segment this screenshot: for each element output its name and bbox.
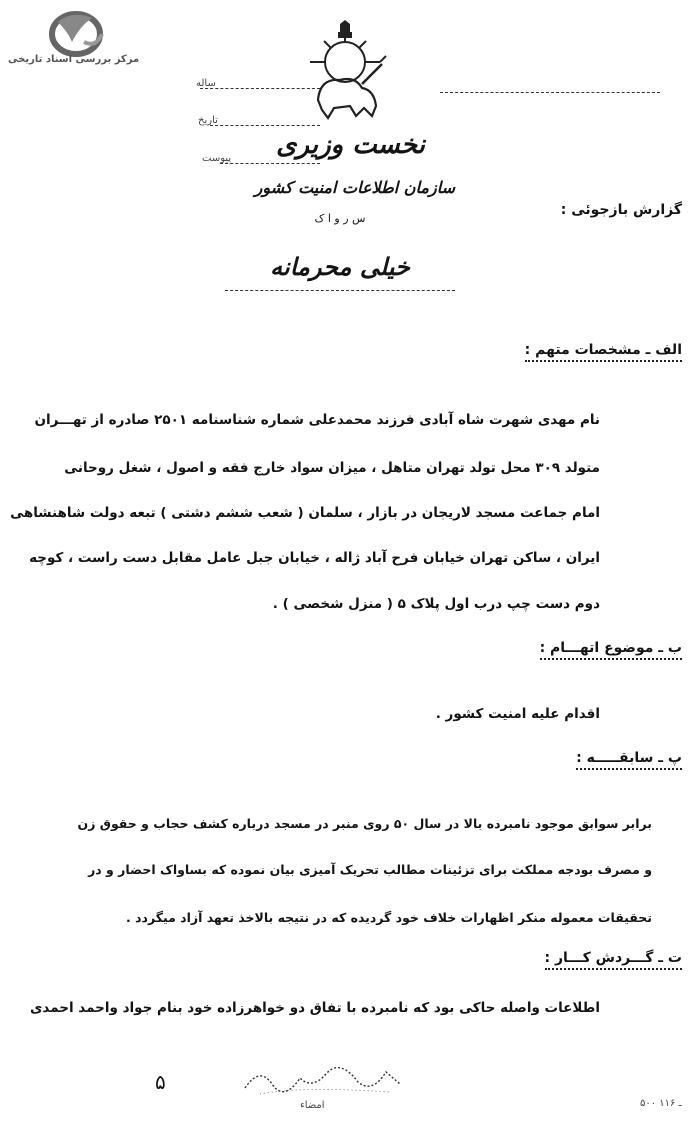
header-line-3 [220, 163, 320, 164]
section-a-line-5: دوم دست چپ درب اول پلاک ۵ ( منزل شخصی ) . [272, 596, 600, 612]
header-line-2 [210, 125, 320, 126]
signature-label: امضاء [300, 1100, 325, 1111]
header-line-right [440, 92, 660, 93]
header-label-3: پیوست [202, 153, 232, 164]
header-label-1: ساله [196, 78, 216, 89]
form-code: ۵۰۰ ـ ۱۱۶ [640, 1098, 682, 1109]
section-c-heading: پ ـ سابقـــــه : [576, 750, 682, 770]
section-d-heading: ت ـ گـــردش کـــار : [545, 950, 682, 970]
section-c-line-1: برابر سوابق موجود نامبرده بالا در سال ۵۰ روی منبر در مسجد درباره کشف حجاب و حقوق زن [77, 816, 652, 831]
section-c-line-2: و مصرف بودجه مملکت برای تزئینات مطالب تحریک آمیزی بیان نموده که بساواک احضار و در [88, 862, 652, 877]
header-subtitle-2: س ر و ا ک [314, 212, 366, 225]
page-mark: ۵ [155, 1070, 166, 1094]
section-b-heading: ب ـ موضوع اتهـــام : [540, 640, 682, 660]
signature-scribble-icon [240, 1060, 410, 1100]
section-a-line-4: ایران ، ساکن تهران خیابان فرح آباد ژاله ، خیابان جبل عامل مقابل دست راست ، کوچه [29, 550, 600, 566]
archive-logo-caption: مرکز بررسی اسناد تاریخی [8, 54, 140, 65]
section-a-heading: الف ـ مشخصات متهم : [525, 342, 682, 362]
section-a-line-1: نام مهدی شهرت شاه آبادی فرزند محمدعلی شماره شناسنامه ۲۵۰۱ صادره از تهـــران [34, 412, 600, 428]
section-c-line-3: تحقیقات معموله منکر اظهارات خلاف خود گردیده که در نتیجه بالاخذ تعهد آزاد میگردد . [126, 910, 652, 925]
header-title: نخست وزیری [276, 130, 425, 160]
section-d-line-1: اطلاعات واصله حاکی بود که نامبرده با تفاق دو خواهرزاده خود بنام جواد واحمد احمدی [30, 1000, 600, 1016]
section-a-line-3: امام جماعت مسجد لاریجان در بازار ، سلمان ( شعب ششم دشتی ) تبعه دولت شاهنشاهی [10, 505, 600, 521]
classification-stamp: خیلی محرمانه [270, 252, 410, 281]
header-label-2: تاریخ [198, 115, 218, 126]
report-title: گزارش بازجوئی : [560, 202, 682, 218]
section-b-line-1: اقدام علیه امنیت کشور . [435, 706, 600, 722]
section-a-line-2: متولد ۳۰۹ محل تولد تهران متاهل ، میزان سواد خارج فقه و اصول ، شغل روحانی [64, 460, 600, 476]
header-subtitle: سازمان اطلاعات امنیت کشور [254, 178, 455, 197]
lion-and-sun-emblem-icon [300, 20, 390, 125]
classification-underline [225, 290, 455, 291]
